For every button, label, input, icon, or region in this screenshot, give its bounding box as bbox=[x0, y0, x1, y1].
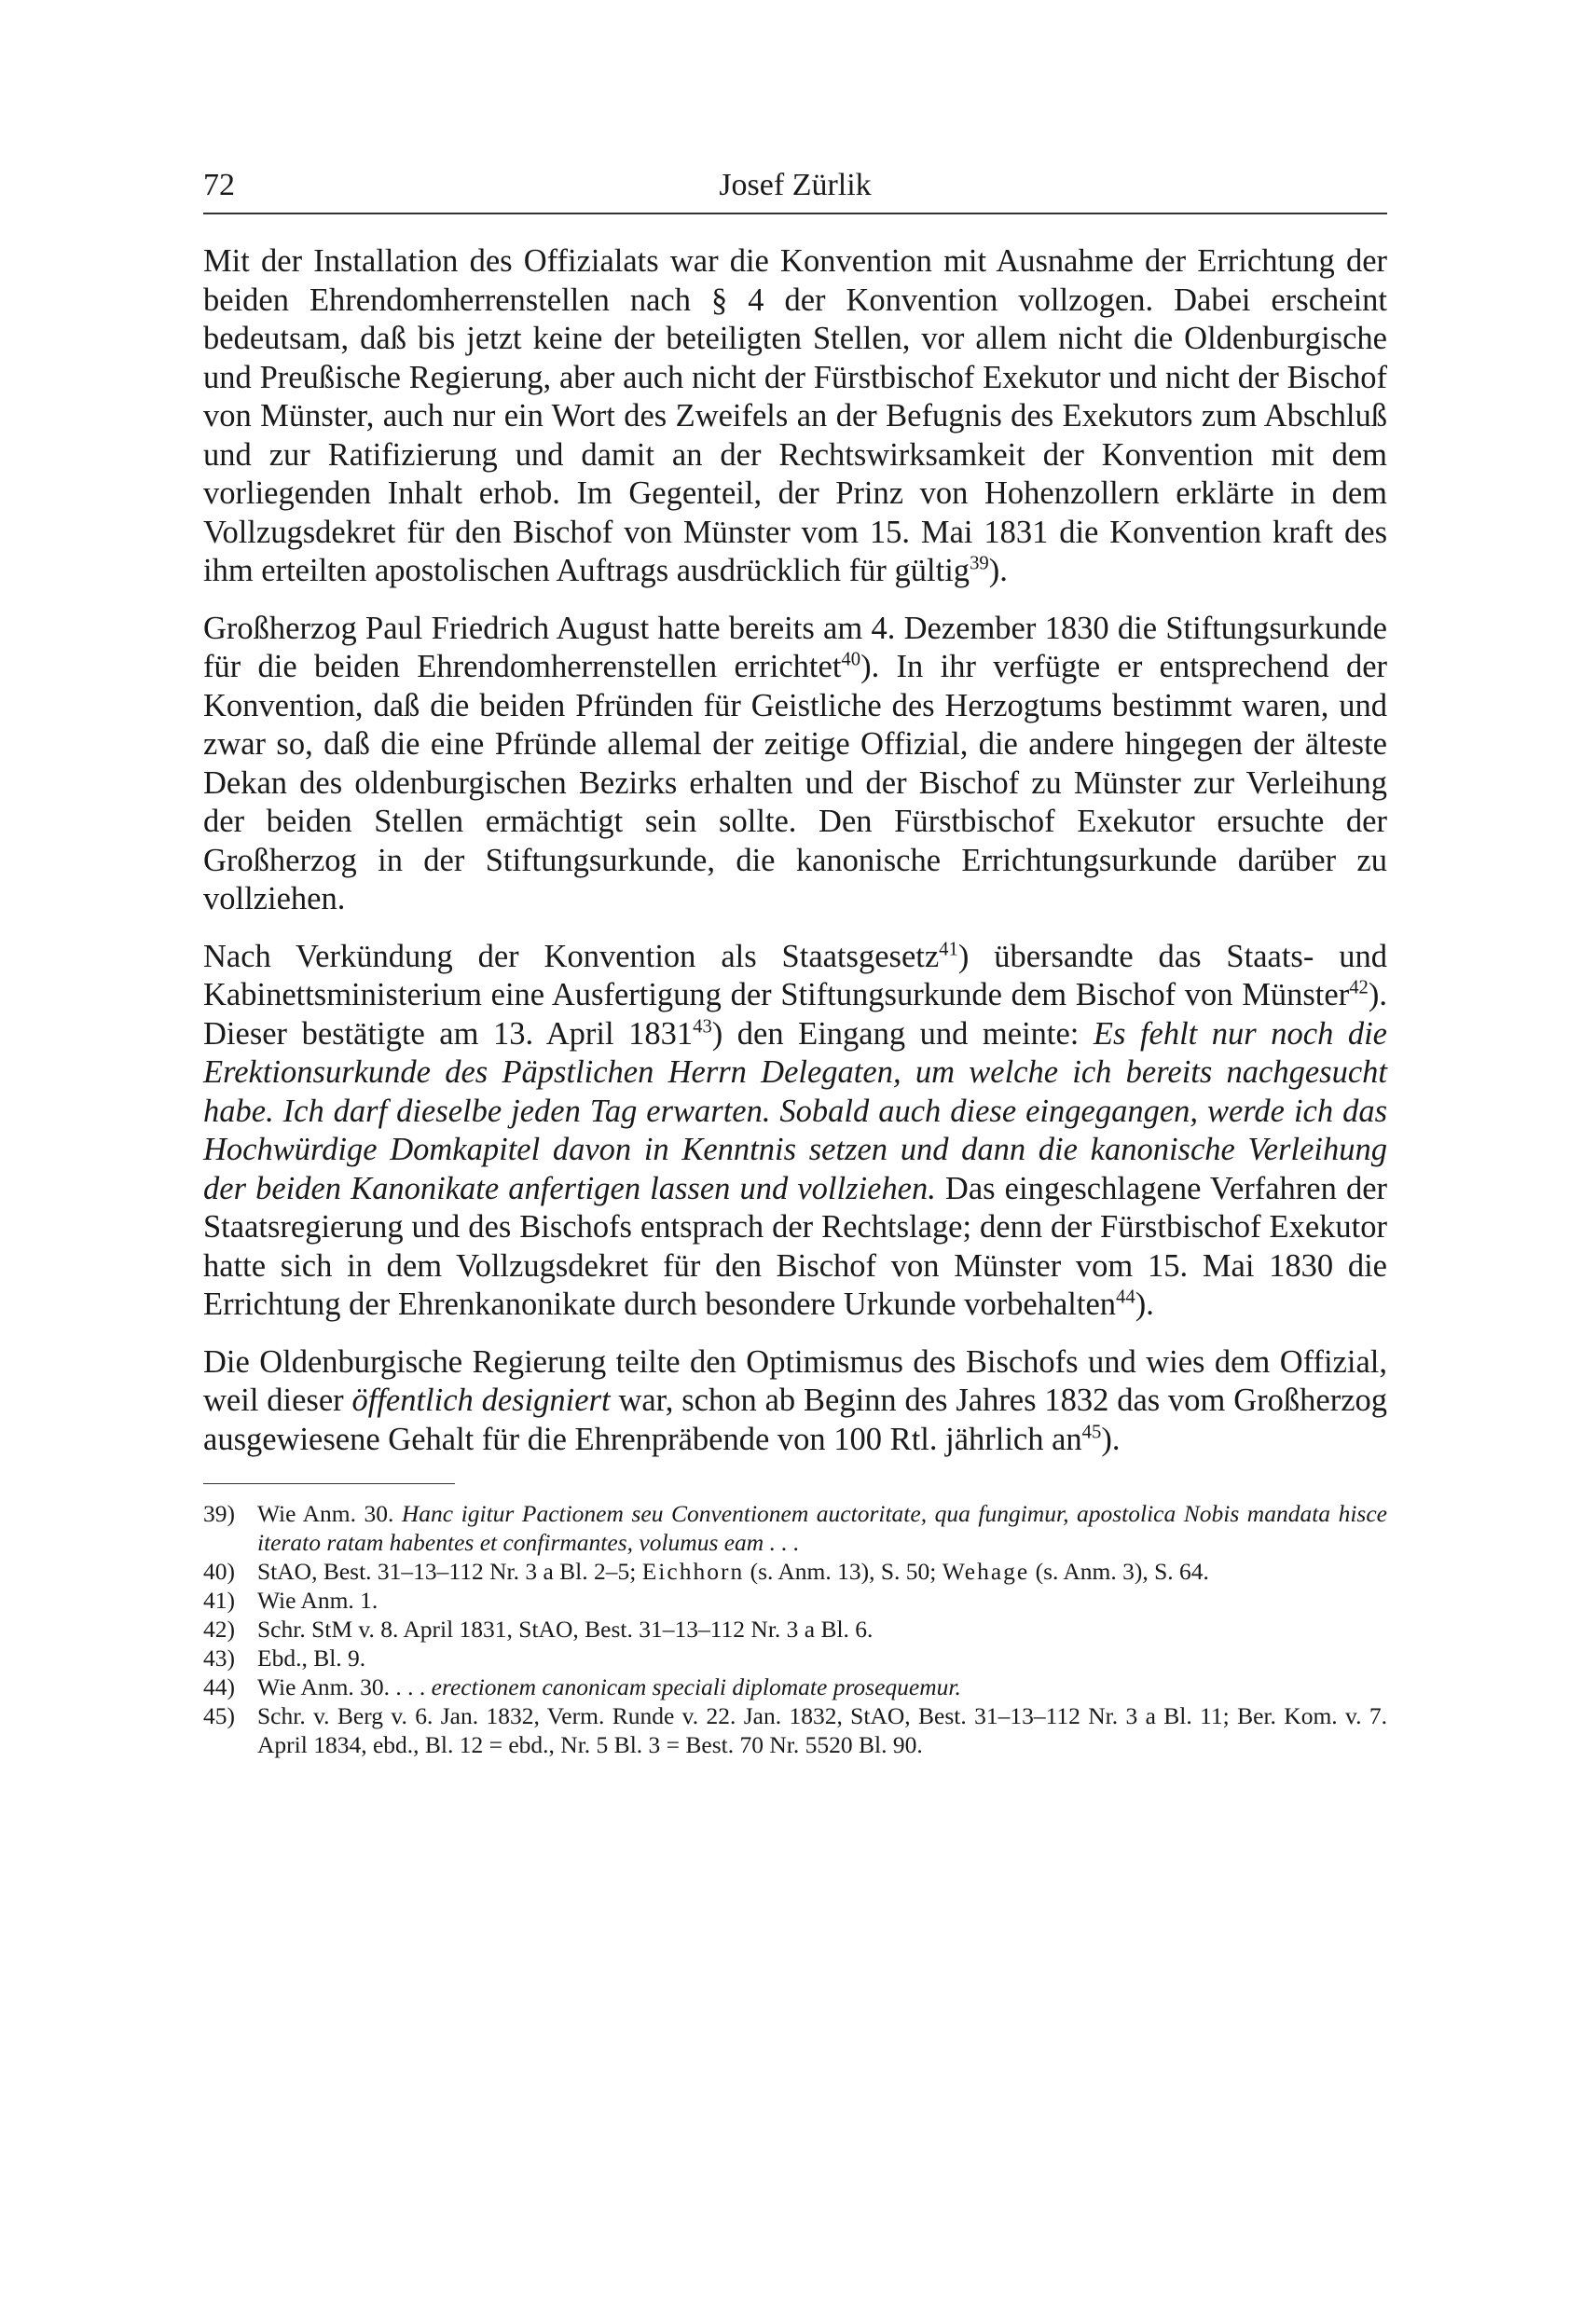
footnote-43 bbox=[203, 1644, 1387, 1672]
footnote-40 bbox=[203, 1557, 1387, 1586]
footnote-text: Wie Anm. 1. bbox=[257, 1587, 378, 1614]
paragraph-2-text-b: ). In ihr verfügte er entsprechend der Konvention, daß die beiden Pfründen für Geistliche des Herzogtums bestimmt waren, und zwar so, daß die eine Pfründe allemal der zeitige Offizial, die andere hingegen der älteste Dekan des oldenburgischen Bezirks erhalten und der Bischof zu Münster zur Verleihung der beiden Stellen ermächtigt sein sollte. Den Fürstbischof Exekutor ersuchte der Großherzog in der Stiftungsurkunde, die kanonische Errichtungsurkunde darüber zu vollziehen. bbox=[203, 649, 1387, 916]
footnotes bbox=[203, 1499, 1387, 1759]
paragraph-4-text-b: war, schon ab Beginn des Jahres 1832 das vom Großherzog ausgewiesene Gehalt für die Ehrenpräbende von 100 Rtl. jährlich an bbox=[203, 1383, 1388, 1457]
footnote-ref-45: 45 bbox=[1081, 1422, 1102, 1442]
footnote-ref-41: 41 bbox=[939, 939, 958, 959]
paragraph-3-text-c: ). Dieser bestätigte am 13. April 1831 bbox=[203, 977, 1387, 1052]
footnote-text bbox=[257, 1499, 1387, 1557]
author-name: Eichhorn bbox=[641, 1558, 745, 1585]
footnote-quote: erectionem canonicam speciali diplomate prosequemur. bbox=[431, 1673, 961, 1700]
footnote-quote: Hanc igitur Pactionem seu Conventionem auctoritate, qua fungimur, apostolica Nobis mandata hisce iterato ratam habentes et confirmantes, volumus eam . . . bbox=[257, 1500, 1387, 1556]
running-title: Josef Zürlik bbox=[719, 168, 872, 202]
footnote-42 bbox=[203, 1615, 1387, 1644]
paragraph-4-text-a: Die Oldenburgische Regierung teilte den Optimismus des Bischofs und wies dem Offizial, weil dieser bbox=[203, 1343, 1387, 1418]
footnote-ref-39: 39 bbox=[970, 553, 989, 574]
footnote-number: 41) bbox=[203, 1587, 235, 1614]
footnote-44 bbox=[203, 1672, 1387, 1701]
footnote-text-a: Wie Anm. 30. . . . bbox=[257, 1673, 432, 1700]
footnote-ref-44: 44 bbox=[1116, 1287, 1135, 1308]
footnote-39 bbox=[203, 1499, 1387, 1557]
footnote-text-a: StAO, Best. 31–13–112 Nr. 3 a Bl. 2–5; bbox=[257, 1558, 642, 1585]
footnote-divider bbox=[203, 1483, 455, 1484]
footnote-ref-40: 40 bbox=[841, 649, 861, 670]
paragraph-3-end: ). bbox=[1135, 1287, 1154, 1322]
paragraph-4 bbox=[203, 1343, 1387, 1460]
footnote-45 bbox=[203, 1701, 1387, 1759]
footnote-number: 43) bbox=[203, 1645, 235, 1672]
footnote-ref-42: 42 bbox=[1349, 977, 1369, 998]
footnote-text bbox=[257, 1672, 1387, 1701]
footnote-text-a: Wie Anm. 30. bbox=[257, 1500, 402, 1527]
page bbox=[203, 168, 1387, 1759]
author-name: Wehage bbox=[942, 1558, 1030, 1585]
footnote-text-c: (s. Anm. 3), S. 64. bbox=[1029, 1558, 1209, 1585]
footnote-number: 44) bbox=[203, 1673, 235, 1700]
paragraph-3 bbox=[203, 938, 1387, 1325]
page-number: 72 bbox=[203, 168, 235, 202]
paragraph-3-text-a: Nach Verkündung der Konvention als Staatsgesetz bbox=[203, 938, 940, 974]
footnote-ref-43: 43 bbox=[693, 1016, 712, 1037]
footnote-text: Ebd., Bl. 9. bbox=[257, 1645, 366, 1672]
paragraph-3-text-e: Das eingeschlagene Verfahren der Staatsregierung und des Bischofs entsprach der Rechtslage; denn der Fürstbischof Exekutor hatte sich in dem Vollzugsdekret für den Bischof von Münster vom 15. Mai 1830 die Errichtung der Ehrenkanonikate durch besondere Urkunde vorbehalten bbox=[203, 1170, 1387, 1322]
paragraph-4-end: ). bbox=[1101, 1421, 1121, 1457]
running-header bbox=[203, 168, 1387, 214]
paragraph-1-text: Mit der Installation des Offizialats war die Konvention mit Ausnahme der Errichtung der beiden Ehrendomherrenstellen nach § 4 der Konvention vollzogen. Dabei erscheint bedeutsam, daß bis jetzt keine der beteiligten Stellen, vor allem nicht die Oldenburgische und Preußische Regierung, aber auch nicht der Fürstbischof Exekutor und nicht der Bischof von Münster, auch nur ein Wort des Zweifels an der Befugnis des Exekutors zum Abschluß und zur Ratifizierung und damit an der Rechtswirksamkeit der Konvention mit dem vorliegenden Inhalt erhob. Im Gegenteil, der Prinz von Hohenzollern erklärte in dem Vollzugsdekret für den Bischof von Münster vom 15. Mai 1831 die Konvention kraft des ihm erteilten apostolischen Auftrags ausdrücklich für gültig bbox=[203, 243, 1387, 588]
footnote-text bbox=[257, 1557, 1387, 1586]
footnote-number: 42) bbox=[203, 1616, 235, 1643]
paragraph-4-italic: öffentlich designiert bbox=[351, 1383, 611, 1418]
paragraph-3-text-b: ) übersandte das Staats- und Kabinettsministerium eine Ausfertigung der Stiftungsurkunde dem Bischof von Münster bbox=[203, 938, 1387, 1012]
footnote-text: Schr. StM v. 8. April 1831, StAO, Best. 31–13–112 Nr. 3 a Bl. 6. bbox=[257, 1616, 874, 1643]
footnote-text-b: (s. Anm. 13), S. 50; bbox=[744, 1558, 942, 1585]
paragraph-3-quote: Es fehlt nur noch die Erektionsurkunde des Päpstlichen Herrn Delegaten, um welche ich bereits nachgesucht habe. Ich darf dieselbe jeden Tag erwarten. Sobald auch diese eingegangen, werde ich das Hochwürdige Domkapitel davon in Kenntnis setzen und dann die kanonische Verleihung der beiden Kanonikate anfertigen lassen und vollziehen. bbox=[203, 1015, 1387, 1206]
footnote-number: 45) bbox=[203, 1702, 235, 1729]
footnote-number: 40) bbox=[203, 1558, 235, 1585]
paragraph-1 bbox=[203, 242, 1387, 591]
paragraph-2 bbox=[203, 610, 1387, 919]
paragraph-2-text-a: Großherzog Paul Friedrich August hatte bereits am 4. Dezember 1830 die Stiftungsurkunde für die beiden Ehrendomherrenstellen errichtet bbox=[203, 610, 1387, 684]
footnote-41 bbox=[203, 1586, 1387, 1615]
body-text bbox=[203, 242, 1387, 1459]
footnote-text: Schr. v. Berg v. 6. Jan. 1832, Verm. Runde v. 22. Jan. 1832, StAO, Best. 31–13–112 Nr. 3 a Bl. 11; Ber. Kom. v. 7. April 1834, ebd., Bl. 12 = ebd., Nr. 5 Bl. 3 = Best. 70 Nr. 5520 Bl. 90. bbox=[257, 1702, 1387, 1758]
footnote-number: 39) bbox=[203, 1500, 235, 1527]
paragraph-3-text-d: ) den Eingang und meinte: bbox=[711, 1015, 1094, 1052]
paragraph-1-end: ). bbox=[988, 553, 1008, 588]
